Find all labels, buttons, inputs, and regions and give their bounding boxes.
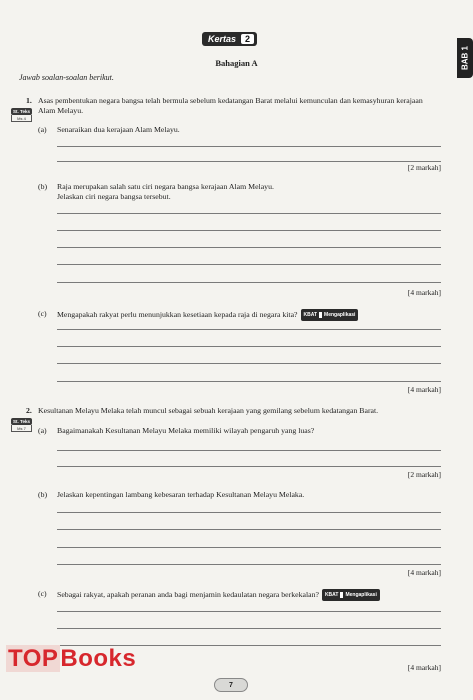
textbook-tag-page: Ms 4 [11,115,32,122]
answer-line [57,161,441,162]
section-title: Bahagian A [215,58,258,68]
answer-line [57,346,441,347]
textbook-tag-page: Ms 7 [11,425,32,432]
kbat-label: KBAT [324,592,339,598]
q1b-marks: [4 markah] [407,288,441,297]
q2a-label: (a) [38,426,47,435]
answer-line [57,529,441,530]
q2c-marks: [4 markah] [407,663,441,672]
q2b-label: (b) [38,490,48,499]
answer-line [57,213,441,214]
q1-stem-line1: Asas pembentukan negara bangsa telah bermula sebelum kedatangan Barat melalui kemunculan dan kemasyhuran kerajaan [38,96,423,105]
q2a-marks: [2 markah] [407,470,441,479]
q1-textbook-tag [11,108,32,122]
kbat-divider [340,592,343,598]
instruction: Jawab soalan-soalan berikut. [19,73,114,82]
kbat-divider [319,312,322,318]
answer-line [57,564,441,565]
kertas-label: Kertas [208,34,237,44]
answer-line [57,547,441,548]
answer-line [57,450,441,451]
q1c-question [57,309,358,321]
q2b-text: Jelaskan kepentingan lambang kebesaran terhadap Kesultanan Melayu Melaka. [57,490,305,499]
q1c-text: Mengapakah rakyat perlu menunjukkan kesetiaan kepada raja di negara kita? [57,309,298,319]
answer-line [57,247,441,248]
answer-line [57,264,441,265]
answer-line [57,512,441,513]
answer-line [57,466,441,467]
q1a-marks: [2 markah] [407,163,441,172]
q2-textbook-tag [11,418,32,432]
kbat-tag [322,589,380,601]
kertas-number: 2 [241,34,254,44]
q1-number: 1. [26,96,32,105]
answer-line [57,381,441,382]
q2b-marks: [4 markah] [407,568,441,577]
answer-line [57,282,441,283]
q2-number: 2. [26,406,32,415]
q2c-text: Sebagai rakyat, apakah peranan anda bagi menjamin kedaulatan negara berkekalan? [57,589,319,599]
q2-stem: Kesultanan Melayu Melaka telah muncul sebagai sebuah kerajaan yang gemilang sebelum kedatangan Barat. [38,406,379,415]
textbook-tag-label: St. Teks [11,418,32,425]
page-number: 7 [214,678,248,692]
answer-line [57,628,441,629]
kbat-label: KBAT [303,312,318,318]
chapter-tab: BAB 1 [457,38,473,78]
logo-part-books: Books [60,645,137,672]
kbat-tag [301,309,359,321]
kbat-level: Mengaplikasi [324,312,356,318]
answer-line [57,611,441,612]
q1a-label: (a) [38,125,47,134]
topbooks-logo [6,645,136,673]
q1c-label: (c) [38,309,47,318]
q1c-marks: [4 markah] [407,385,441,394]
q1b-label: (b) [38,182,48,191]
q2c-label: (c) [38,589,47,598]
kertas-badge [202,32,257,46]
q1-stem-line2: Alam Melayu. [38,106,84,115]
q1a-text: Senaraikan dua kerajaan Alam Melayu. [57,125,180,134]
logo-part-top: TOP [8,645,59,672]
textbook-tag-label: St. Teks [11,108,32,115]
q1b-text-line1: Raja merupakan salah satu ciri negara bangsa kerajaan Alam Melayu. [57,182,274,191]
answer-line [57,329,441,330]
q2c-question [57,589,380,601]
answer-line [57,146,441,147]
answer-line [57,363,441,364]
kbat-level: Mengaplikasi [345,592,377,598]
q2a-text: Bagaimanakah Kesultanan Melayu Melaka memiliki wilayah pengaruh yang luas? [57,426,315,435]
q1b-text-line2: Jelaskan ciri negara bangsa tersebut. [57,192,171,201]
answer-line [57,230,441,231]
